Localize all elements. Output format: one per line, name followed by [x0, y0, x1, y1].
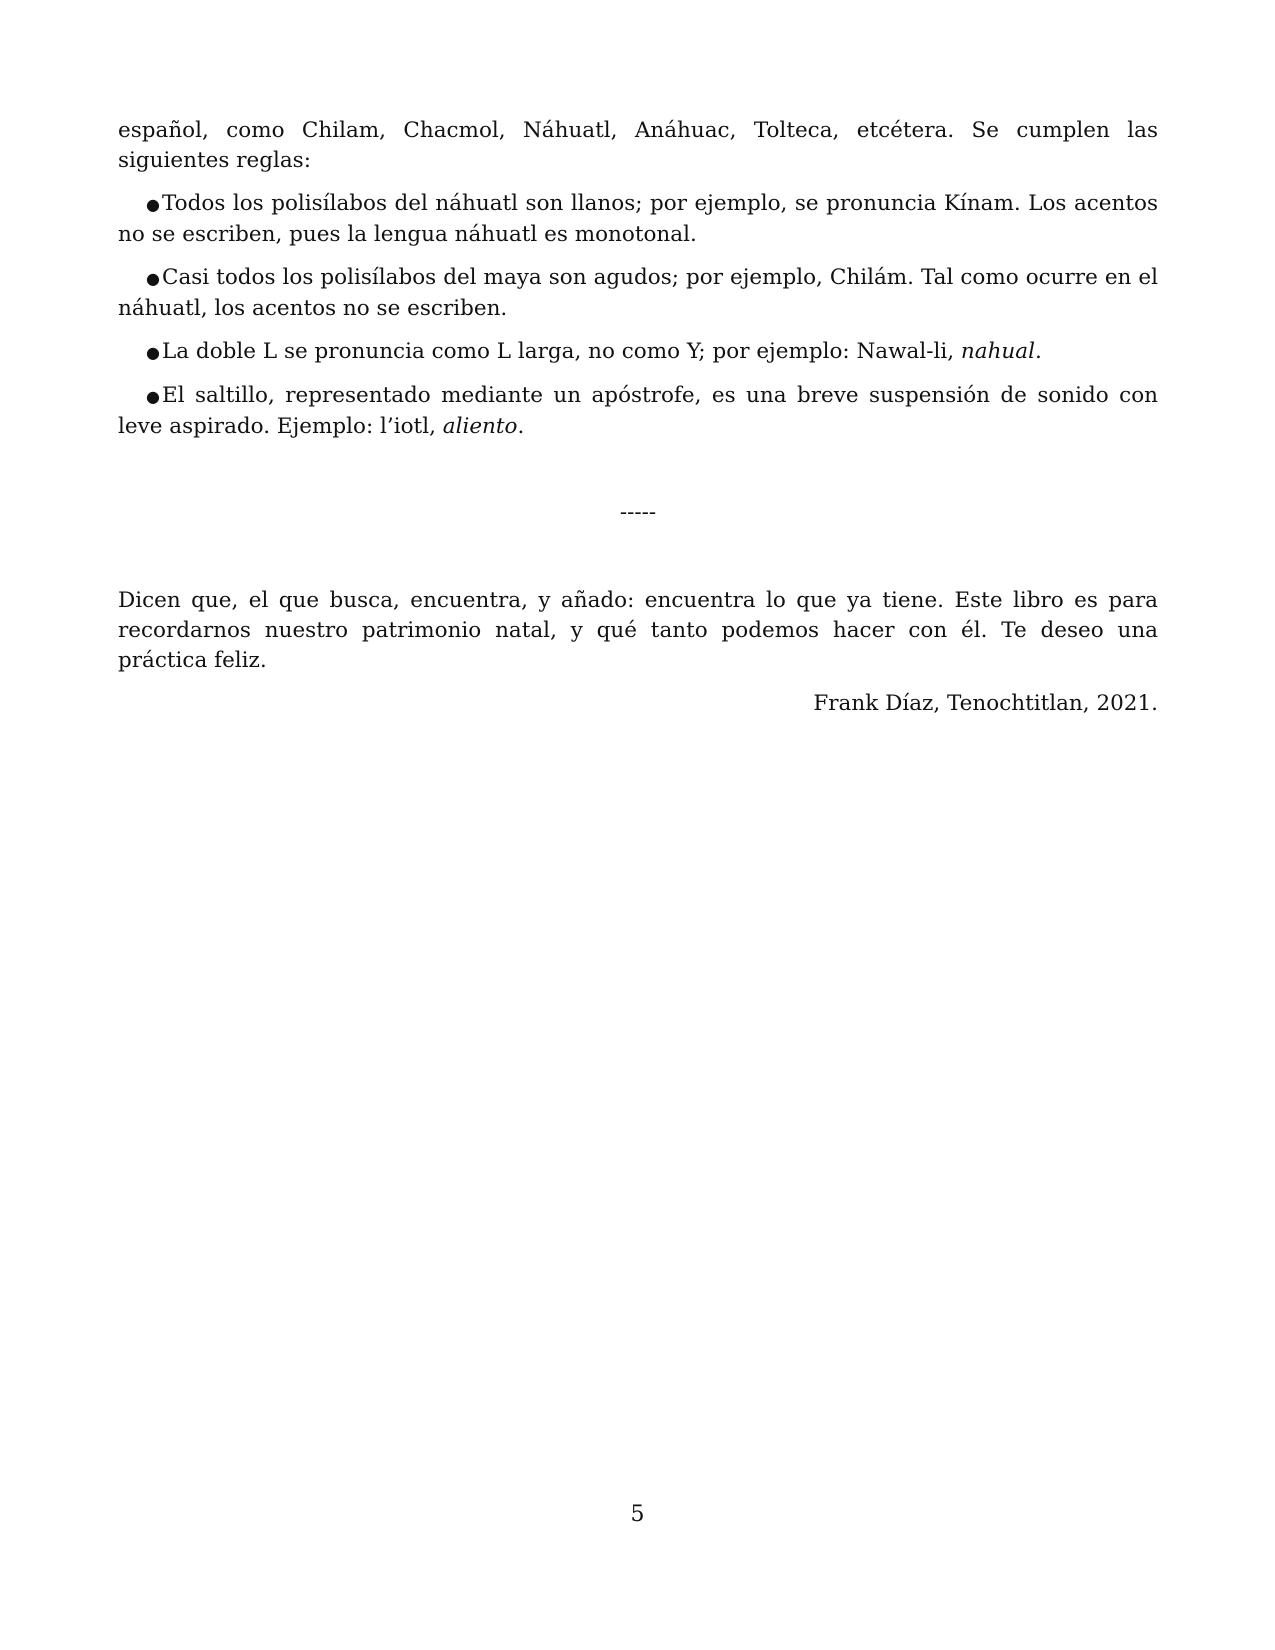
- bullet-item-saltillo: [118, 381, 1158, 442]
- page-number: 5: [630, 1502, 645, 1527]
- page-body: [118, 116, 1158, 719]
- bullet-item-nahuatl-stress: [118, 189, 1158, 250]
- bullet-tail: .: [517, 414, 525, 439]
- bullet-text: El saltillo, representado mediante un apóstrofe, es una breve suspensión de sonido con leve aspirado. Ejemplo: l’iotl,: [118, 383, 1158, 439]
- intro-paragraph: español, como Chilam, Chacmol, Náhuatl, Anáhuac, Tolteca, etcétera. Se cumplen las siguientes reglas:: [118, 118, 1158, 173]
- author-signature: Frank Díaz, Tenochtitlan, 2021.: [813, 691, 1158, 716]
- section-separator: -----: [619, 500, 657, 525]
- bullet-italic-term: aliento: [442, 414, 518, 439]
- bullet-icon: ●: [146, 387, 160, 406]
- closing-paragraph: Dicen que, el que busca, encuentra, y añado: encuentra lo que ya tiene. Este libro es para recordarnos nuestro patrimonio natal, y qué tanto podemos hacer con él. Te deseo una práctica feliz.: [118, 588, 1158, 673]
- bullet-icon: ●: [146, 195, 160, 214]
- bullet-tail: .: [1034, 339, 1042, 364]
- bullet-icon: ●: [146, 269, 160, 288]
- bullet-text: Todos los polisílabos del náhuatl son llanos; por ejemplo, se pronuncia Kínam. Los acentos no se escriben, pues la lengua náhuatl es monotonal.: [118, 191, 1158, 247]
- bullet-icon: ●: [146, 343, 160, 362]
- bullet-text: La doble L se pronuncia como L larga, no como Y; por ejemplo: Nawal-li,: [162, 339, 961, 364]
- bullet-italic-term: nahual: [960, 339, 1035, 364]
- bullet-text: Casi todos los polisílabos del maya son agudos; por ejemplo, Chilám. Tal como ocurre en el náhuatl, los acentos no se escriben.: [118, 265, 1158, 321]
- bullet-item-double-l: [118, 337, 1158, 368]
- bullet-item-maya-stress: [118, 263, 1158, 324]
